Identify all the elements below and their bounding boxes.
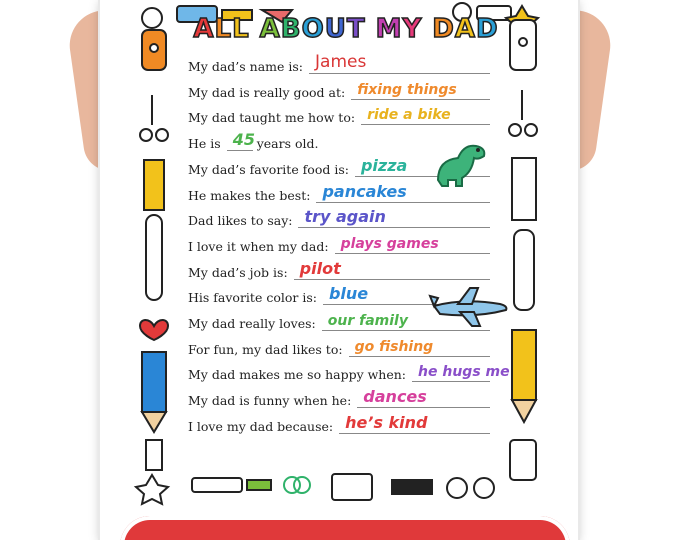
title-letter: O [301,14,325,44]
row-line [294,279,490,280]
row-line [335,253,490,254]
row-line [316,202,490,203]
row-label: His favorite color is: [188,290,317,306]
dinosaur-icon [428,140,498,190]
row-answer: fixing things [357,81,457,98]
bottom-doodles [192,474,494,500]
row-label: I love it when my dad: [188,238,329,254]
title-letter [250,14,260,44]
row-label: My dad’s name is: [188,59,304,74]
form-row [188,387,490,410]
title-letter: L [232,14,250,44]
left-doodles [136,30,168,504]
row-answer: plays games [340,235,439,252]
title-letter: L [214,14,233,44]
row-label: My dad taught me how to: [188,110,356,126]
form-row [188,207,490,230]
airplane-icon [428,282,508,332]
row-answer: he’s kind [345,412,428,432]
row-suffix: years old. [256,136,319,152]
row-label: My dad makes me so happy when: [188,367,407,383]
row-answer: 45 [232,130,255,150]
title-letter [422,14,432,44]
row-answer: pilot [299,258,341,278]
title-letter: D [432,14,455,44]
title-letter [366,14,376,44]
row-label: My dad really loves: [188,316,316,331]
row-line [339,433,490,434]
form-row [188,236,490,256]
row-line [309,73,490,74]
title-letter: U [324,14,347,44]
row-answer: try again [304,207,386,227]
row-answer: he hugs me [418,364,510,381]
row-answer: ride a bike [367,107,451,124]
row-line [349,356,490,357]
title-letter: D [476,14,499,44]
title-letter: M [375,14,403,44]
row-label: My dad is really good at: [188,84,346,100]
row-answer: James [315,52,367,72]
row-label: For fun, my dad likes to: [188,341,343,357]
row-label: He is [188,136,221,152]
promo-banner [120,516,570,540]
row-line [357,407,490,408]
title-letter: Y [402,14,423,44]
title-letter: T [346,14,366,44]
form-row [188,52,490,76]
row-label: My dad’s favorite food is: [188,161,349,177]
form-row [188,339,490,359]
row-answer: pancakes [322,181,407,201]
row-line [227,150,253,151]
row-label: Dad likes to say: [188,213,293,229]
form-row [188,107,490,127]
row-label: My dad is funny when he: [188,393,352,409]
row-line [412,381,490,382]
row-answer: pizza [360,155,408,175]
title-letter: A [259,14,281,44]
title-letter: A [454,14,477,44]
page-title [186,14,506,44]
row-answer: blue [328,284,369,304]
row-label: My dad’s job is: [188,264,288,280]
form-row [188,82,490,102]
row-answer: dances [363,387,427,407]
row-line [351,99,490,100]
form-row [188,258,490,282]
form-row [188,412,490,436]
row-answer: go fishing [354,338,434,355]
title-letter: B [280,14,302,44]
row-label: He makes the best: [188,187,311,203]
row-line [361,124,490,125]
title-letter: A [193,14,215,44]
form-row [188,364,510,384]
row-answer: our family [327,313,408,329]
right-doodles [509,20,537,480]
row-line [298,227,490,228]
row-label: I love my dad because: [188,418,334,434]
